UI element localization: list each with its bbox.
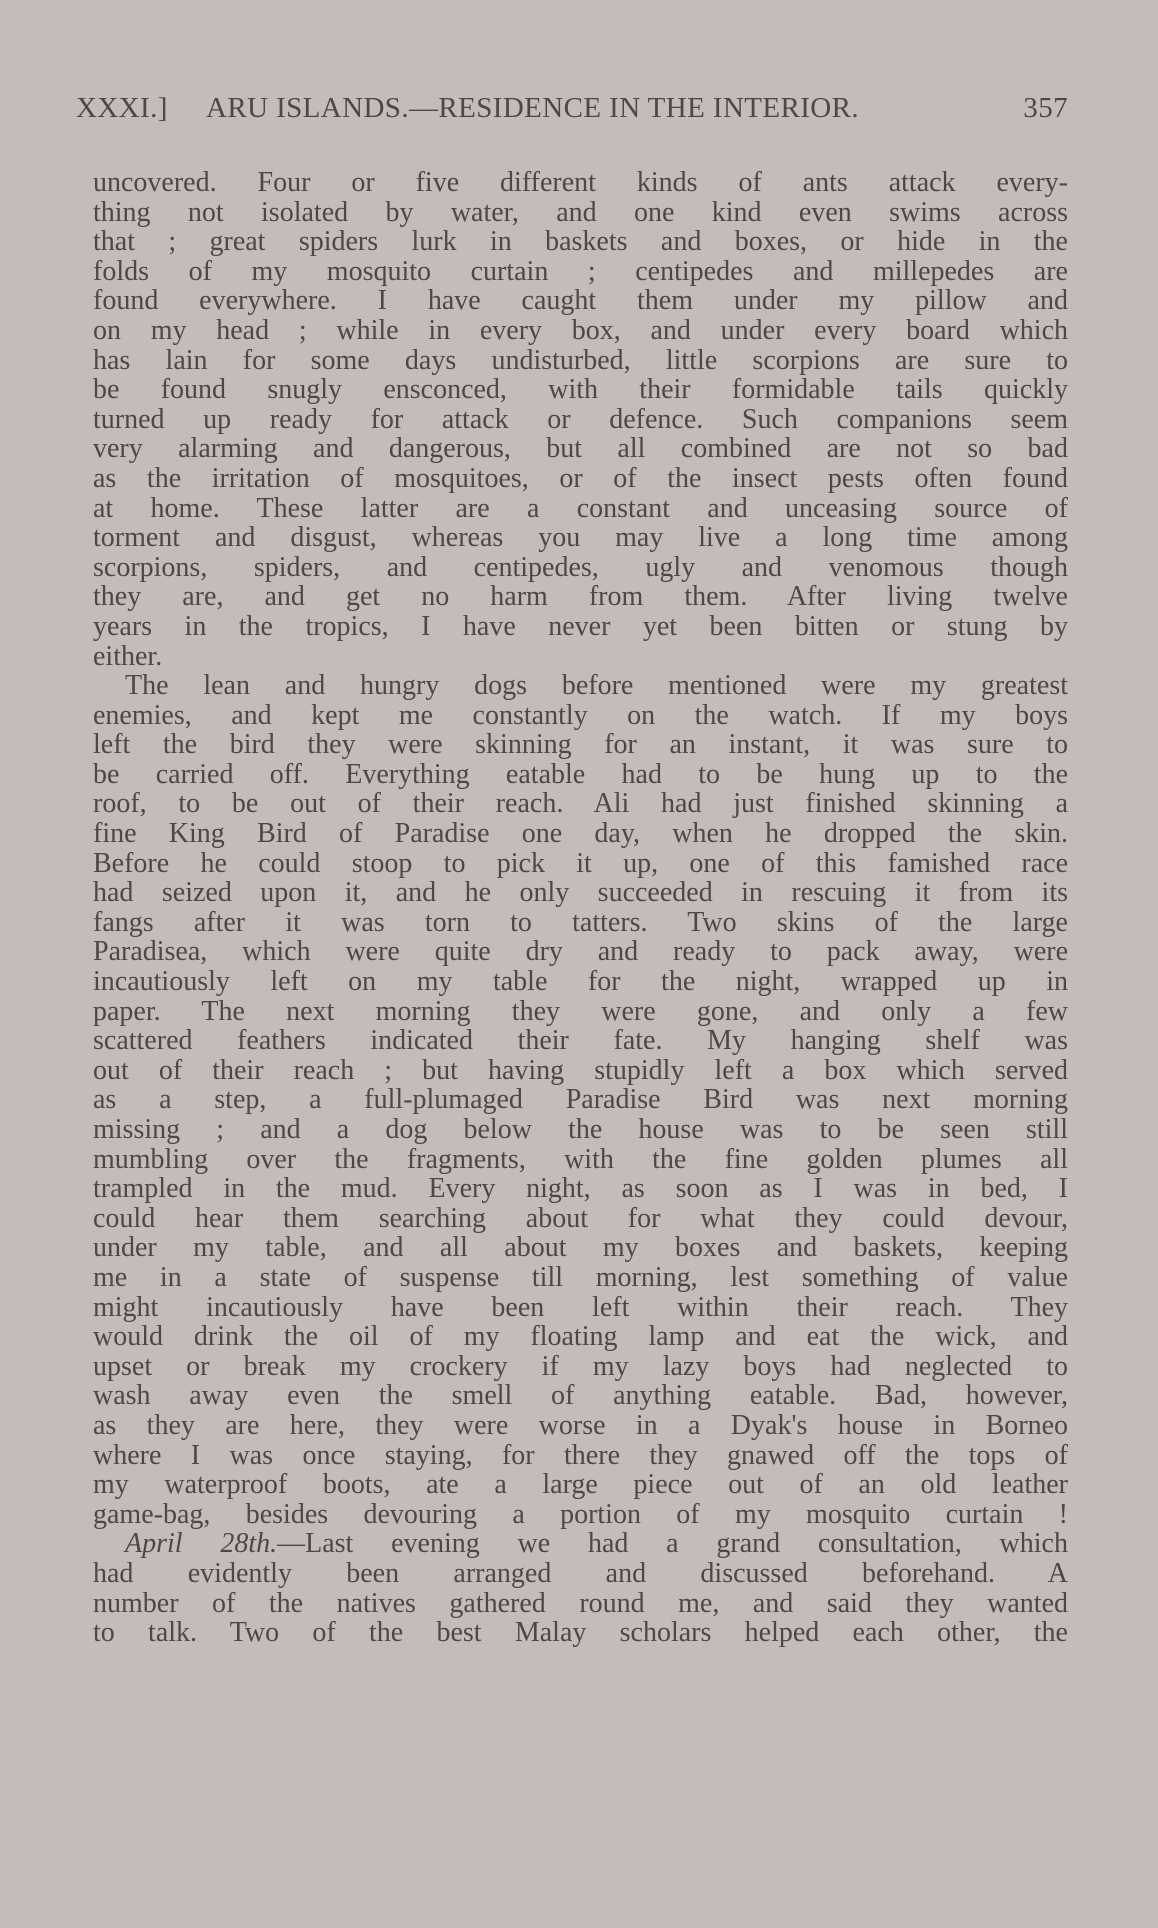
text-line: game-bag, besides devouring a portion of my mosquito curtain ! <box>93 1499 1068 1530</box>
text-line: where I was once staying, for there they gnawed off the tops of <box>93 1440 1068 1471</box>
text-line: had evidently been arranged and discussed beforehand. A <box>93 1558 1068 1589</box>
text-line: that ; great spiders lurk in baskets and boxes, or hide in the <box>93 227 1068 257</box>
text-line: would drink the oil of my floating lamp and eat the wick, and <box>93 1322 1068 1352</box>
text-line: out of their reach ; but having stupidly left a box which served <box>93 1055 1068 1086</box>
text-line: as a step, a full-plumaged Paradise Bird was next morning <box>93 1085 1068 1115</box>
text-line: very alarming and dangerous, but all combined are not so bad <box>93 434 1068 464</box>
text-line: as they are here, they were worse in a Dyak's house in Borneo <box>93 1410 1068 1441</box>
text-line: trampled in the mud. Every night, as soon as I was in bed, I <box>93 1174 1068 1204</box>
text-line: roof, to be out of their reach. Ali had just finished skinning a <box>93 789 1068 820</box>
text-line: folds of my mosquito curtain ; centipedes and millepedes are <box>93 256 1068 287</box>
text-line: left the bird they were skinning for an instant, it was sure to <box>93 730 1068 760</box>
text-line: Paradisea, which were quite dry and ready to pack away, were <box>93 937 1068 968</box>
text-line: scattered feathers indicated their fate. My hanging shelf was <box>93 1026 1068 1056</box>
text-line: scorpions, spiders, and centipedes, ugly and venomous though <box>93 552 1068 583</box>
dated-paragraph-line <box>93 1529 1068 1559</box>
text-line: as the irritation of mosquitoes, or of the insect pests often found <box>93 463 1068 494</box>
text-line: had seized upon it, and he only succeeded in rescuing it from its <box>93 878 1068 908</box>
text-line: incautiously left on my table for the night, wrapped up in <box>93 967 1068 997</box>
page-number: 357 <box>1023 92 1068 124</box>
text-line: me in a state of suspense till morning, lest something of value <box>93 1262 1068 1293</box>
text-line: fangs after it was torn to tatters. Two skins of the large <box>93 907 1068 938</box>
text-line: be found snugly ensconced, with their formidable tails quickly <box>93 375 1068 405</box>
text-line: turned up ready for attack or defence. Such companions seem <box>93 404 1068 435</box>
text-line: wash away even the smell of anything eatable. Bad, however, <box>93 1381 1068 1411</box>
entry-date: April 28th. <box>125 1529 278 1559</box>
running-header <box>76 92 1068 128</box>
text-line: Before he could stoop to pick it up, one of this famished race <box>93 848 1068 879</box>
text-line: missing ; and a dog below the house was to be seen still <box>93 1115 1068 1145</box>
text-line: enemies, and kept me constantly on the watch. If my boys <box>93 700 1068 731</box>
chapter-marker: XXXI.] <box>76 92 168 124</box>
text-line: could hear them searching about for what they could devour, <box>93 1203 1068 1234</box>
text-line: years in the tropics, I have never yet been bitten or stung by <box>93 611 1068 642</box>
text-line: might incautiously have been left within their reach. They <box>93 1292 1068 1323</box>
text-line: on my head ; while in every box, and under every board which <box>93 315 1068 346</box>
text-line: number of the natives gathered round me, and said they wanted <box>93 1588 1068 1619</box>
text-line: my waterproof boots, ate a large piece out of an old leather <box>93 1470 1068 1500</box>
text-line: upset or break my crockery if my lazy boys had neglected to <box>93 1351 1068 1382</box>
text-line: thing not isolated by water, and one kind even swims across <box>93 197 1068 228</box>
body-text <box>93 168 1068 1648</box>
text-line: they are, and get no harm from them. After living twelve <box>93 582 1068 612</box>
entry-text: —Last evening we had a grand consultation, which <box>277 1529 1068 1559</box>
text-line: at home. These latter are a constant and unceasing source of <box>93 493 1068 524</box>
text-line: uncovered. Four or five different kinds of ants attack every- <box>93 168 1068 198</box>
text-line: under my table, and all about my boxes and baskets, keeping <box>93 1233 1068 1263</box>
running-title: ARU ISLANDS.—RESIDENCE IN THE INTERIOR. <box>206 92 860 124</box>
text-line: torment and disgust, whereas you may live a long time among <box>93 523 1068 553</box>
text-line: fine King Bird of Paradise one day, when he dropped the skin. <box>93 819 1068 849</box>
text-line: to talk. Two of the best Malay scholars helped each other, the <box>93 1618 1068 1648</box>
text-line: be carried off. Everything eatable had to be hung up to the <box>93 759 1068 790</box>
text-line: has lain for some days undisturbed, little scorpions are sure to <box>93 345 1068 376</box>
paragraph-start-line: The lean and hungry dogs before mentioned were my greatest <box>125 671 1068 701</box>
text-line: mumbling over the fragments, with the fine golden plumes all <box>93 1144 1068 1175</box>
text-line: found everywhere. I have caught them under my pillow and <box>93 286 1068 316</box>
text-line: paper. The next morning they were gone, and only a few <box>93 996 1068 1027</box>
text-line: either. <box>93 641 163 672</box>
